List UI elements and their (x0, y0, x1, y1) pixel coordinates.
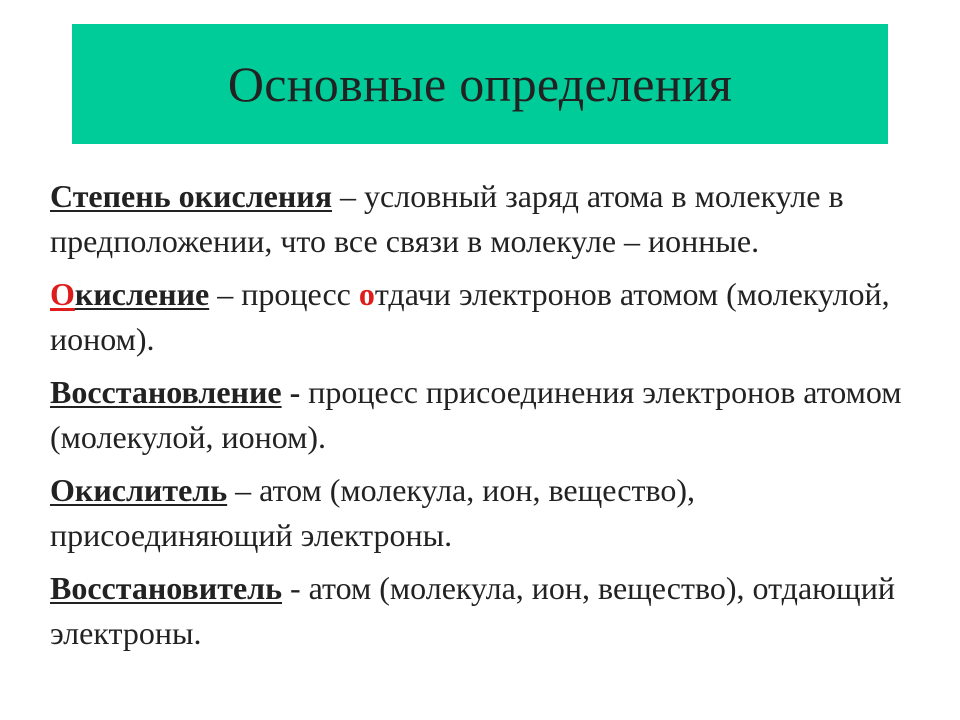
definition-text-before: процесс (241, 276, 359, 312)
definition-text: атом (молекула, ион, вещество), отдающий электроны. (50, 570, 895, 651)
term-oxidation-state: Степень окисления (50, 178, 333, 214)
definition-text-after: тдачи электронов атомом (молекулой, ионом). (50, 276, 890, 357)
definition-text-highlight: о (358, 276, 375, 312)
definition-oxidation (50, 272, 930, 362)
definition-oxidizer (50, 468, 930, 558)
definition-reducer (50, 566, 930, 656)
term-first-letter-highlight: О (50, 276, 75, 312)
separator: – (227, 472, 260, 508)
term-oxidation (50, 276, 209, 312)
separator: – (332, 178, 365, 214)
slide-title: Основные определения (227, 56, 733, 112)
term-oxidizer: Окислитель (50, 472, 228, 508)
definition-reduction (50, 370, 930, 460)
separator: - (281, 374, 309, 410)
definition-text: процесс присоединения электронов атомом (молекулой, ионом). (50, 374, 902, 455)
definition-oxidation-state (50, 174, 930, 264)
term-reduction: Восстановление (50, 374, 282, 410)
title-banner (72, 24, 888, 144)
definition-text: условный заряд атома в молекуле в предположении, что все связи в молекуле – ионные. (50, 178, 844, 259)
separator: – (209, 276, 242, 312)
term-rest: кисление (74, 276, 210, 312)
term-reducer: Восстановитель (50, 570, 283, 606)
separator: - (282, 570, 309, 606)
definition-text: атом (молекула, ион, вещество), присоединяющий электроны. (50, 472, 695, 553)
definitions-list (50, 174, 930, 664)
